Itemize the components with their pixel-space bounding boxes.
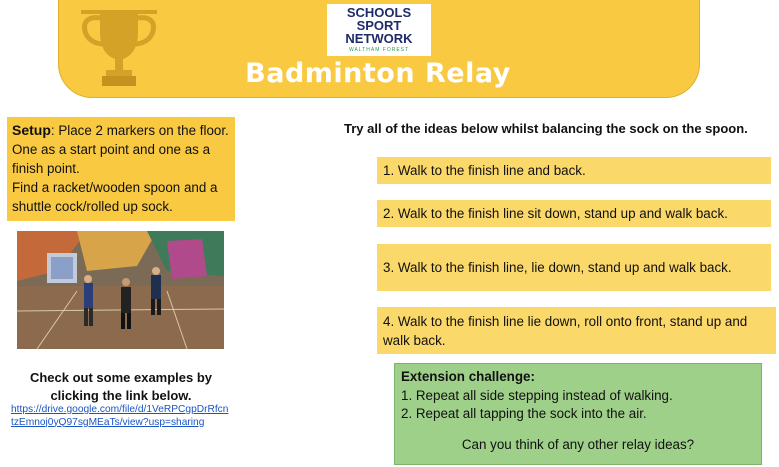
- step-2-text: 2. Walk to the finish line sit down, stand up and walk back.: [383, 206, 728, 221]
- extension-question: Can you think of any other relay ideas?: [461, 436, 695, 452]
- setup-text-2: Find a racket/wooden spoon and a shuttle cock/rolled up sock.: [12, 180, 218, 214]
- setup-heading: Setup: [12, 122, 51, 138]
- instructions-heading: Try all of the ideas below whilst balancing the sock on the spoon.: [344, 121, 748, 136]
- step-3-box: [377, 244, 771, 291]
- logo-line1: SCHOOLS: [346, 5, 412, 20]
- step-1-text: 1. Walk to the finish line and back.: [383, 163, 586, 178]
- examples-text: Check out some examples by clicking the link below.: [29, 370, 213, 403]
- step-2-box: [377, 200, 771, 227]
- examples-link[interactable]: https://drive.google.com/file/d/1VeRPCgpDrRfcntzEmnoj0yQ97sgMEaTs/view?usp=sharing: [11, 404, 229, 428]
- schools-sport-network-logo: [327, 4, 431, 56]
- step-4-text: 4. Walk to the finish line lie down, roll onto front, stand up and walk back.: [383, 313, 748, 348]
- extension-line-1: 1. Repeat all side stepping instead of walking.: [401, 387, 673, 403]
- logo-subtitle: WALTHAM FOREST: [348, 47, 410, 53]
- setup-text: : Place 2 markers on the floor. One as a start point and one as a finish point.: [12, 123, 229, 176]
- extension-line-2: 2. Repeat all tapping the sock into the air.: [401, 406, 647, 421]
- page-title: Badminton Relay: [245, 58, 511, 89]
- step-4-box: [377, 307, 776, 354]
- logo-line3: NETWORK: [345, 31, 413, 46]
- logo-line2: SPORT: [356, 18, 402, 33]
- step-1-box: [377, 157, 771, 184]
- sports-hall-photo: [17, 231, 224, 349]
- setup-box: [7, 117, 235, 221]
- extension-challenge-box: [394, 363, 762, 465]
- extension-heading: Extension challenge:: [401, 369, 535, 384]
- step-3-text: 3. Walk to the finish line, lie down, stand up and walk back.: [383, 260, 732, 275]
